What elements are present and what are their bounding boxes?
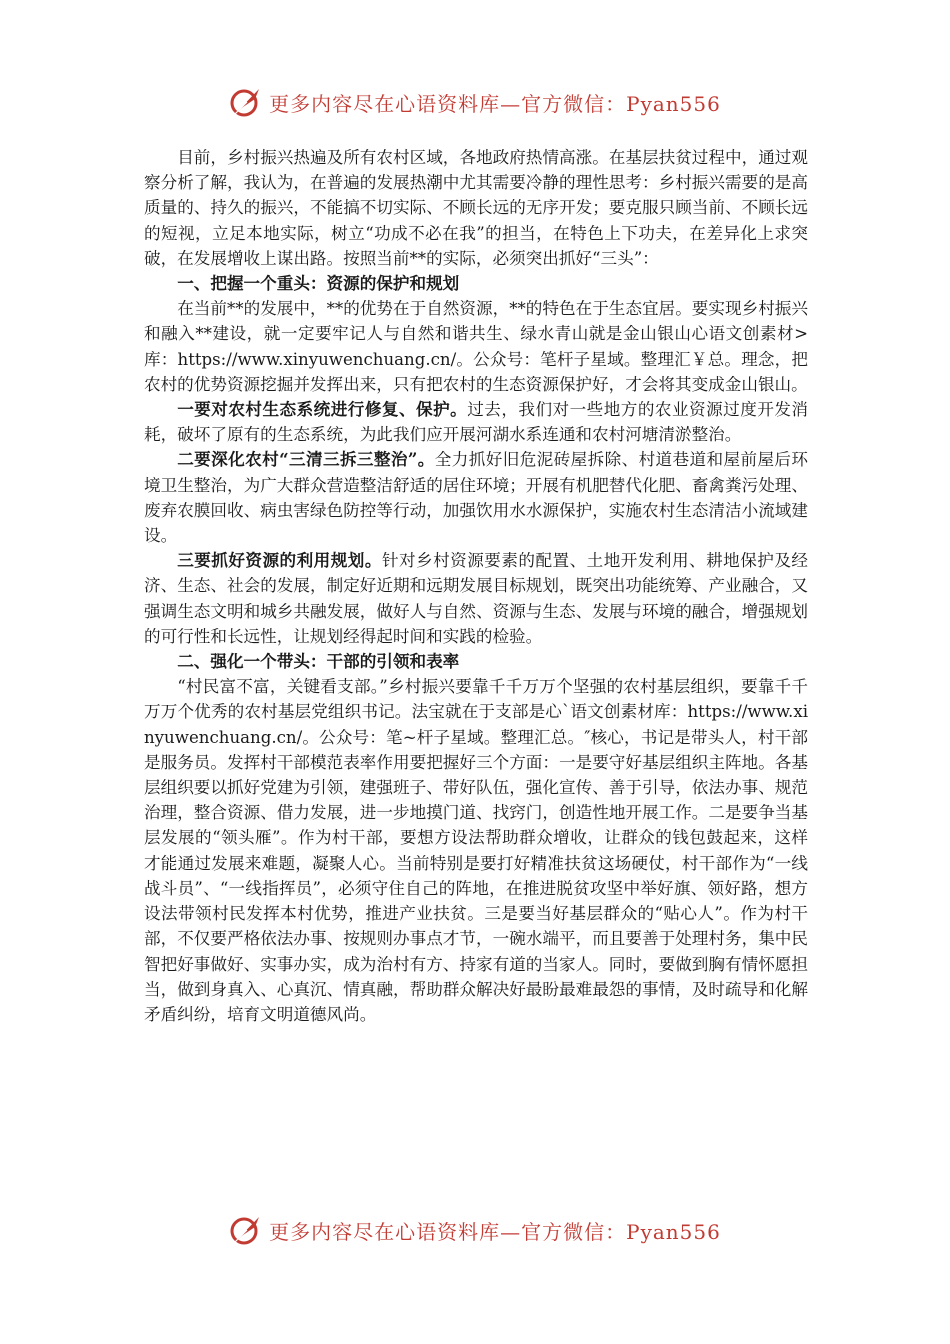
section-heading-2: 二、强化一个带头：干部的引领和表率	[177, 651, 460, 672]
body-paragraph	[144, 397, 808, 447]
paragraph-text: 过去，我们对一些地方的农业资源过度开发消耗，破坏了原有的生态系统，为此我们应开展河湖水系连通和农村河塘清淤整治。	[144, 400, 808, 445]
footer-banner	[0, 1210, 950, 1250]
paragraph-text: 全力抓好旧危泥砖屋拆除、村道巷道和屋前屋后环境卫生整治，为广大群众营造整洁舒适的居住环境；开展有机肥替代化肥、畜禽粪污处理、废弃农膜回收、病虫害绿色防控等行动，加强饮用水水源保护，实施农村生态清洁小流域建设。	[144, 450, 808, 546]
paragraph-lead: 三要抓好资源的利用规划。	[177, 550, 382, 571]
paragraph-lead: 一要对农村生态系统进行修复、保护。	[177, 399, 468, 420]
paragraph-lead: 二要深化农村“三清三拆三整治”。	[177, 449, 435, 470]
quill-logo-icon	[229, 1213, 263, 1247]
body-paragraph: “村民富不富，关键看支部。”乡村振兴要靠千千万万个坚强的农村基层组织，要靠千千万万个优秀的农村基层党组织书记。法宝就在于支部是心`语文创素材库：https://www.xinyuwenchuang.cn/。公众号：笔~杆子星域。整理汇总。″核心，书记是带头人，村干部是服务员。发挥村干部模范表率作用要把握好三个方面：一是要守好基层组织主阵地。各基层组织要以抓好党建为引领，建强班子、带好队伍，强化宣传、善于引导，依法办事、规范治理，整合资源、借力发展，进一步地摸门道、找窍门，创造性地开展工作。二是要争当基层发展的“领头雁”。作为村干部，要想方设法帮助群众增收，让群众的钱包鼓起来，这样才能通过发展来难题，凝聚人心。当前特别是要打好精准扶贫这场硬仗，村干部作为“一线战斗员”、“一线指挥员”，必须守住自己的阵地，在推进脱贫攻坚中举好旗、领好路，想方设法带领村民发挥本村优势，推进产业扶贫。三是要当好基层群众的“贴心人”。作为村干部，不仅要严格依法办事、按规则办事点才节，一碗水端平，而且要善于处理村务，集中民智把好事做好、实事办实，成为治村有方、持家有道的当家人。同时，要做到胸有情怀愿担当，做到身真入、心真沉、情真融，帮助群众解决好最盼最难最怨的事情，及时疏导和化解矛盾纠纷，培育文明道德风尚。	[144, 677, 808, 1024]
body-paragraph	[144, 548, 808, 649]
body-paragraph	[144, 447, 808, 548]
body-paragraph: 在当前**的发展中，**的优势在于自然资源，**的特色在于生态宜居。要实现乡村振兴和融入**建设，就一定要牢记人与自然和谐共生、绿水青山就是金山银山心语文创素材>库：https://www.xinyuwenchuang.cn/。公众号：笔杆子星域。整理汇￥总。理念，把农村的优势资源挖掘并发挥出来，只有把农村的生态资源保护好，才会将其变成金山银山。	[144, 299, 808, 394]
paragraph-text: 针对乡村资源要素的配置、土地开发利用、耕地保护及经济、生态、社会的发展，制定好近期和远期发展目标规划，既突出功能统筹、产业融合，又强调生态文明和城乡共融发展，做好人与自然、资源与生态、发展与环境的融合，增强规划的可行性和长远性，让规划经得起时间和实践的检验。	[144, 551, 809, 646]
banner-text: 更多内容尽在心语资料库—官方微信：Pyan556	[269, 91, 721, 116]
banner-text: 更多内容尽在心语资料库—官方微信：Pyan556	[269, 1219, 721, 1244]
intro-paragraph: 目前，乡村振兴热遍及所有农村区域，各地政府热情高涨。在基层扶贫过程中，通过观察分析了解，我认为，在普遍的发展热潮中尤其需要冷静的理性思考：乡村振兴需要的是高质量的、持久的振兴，不能搞不切实际、不顾长远的无序开发；要克服只顾当前、不顾长远的短视，立足本地实际，树立“功成不必在我”的担当，在特色上下功夫，在差异化上求突破，在发展增收上谋出路。按照当前**的实际，必须突出抓好“三头”：	[144, 148, 808, 268]
section-heading-1: 一、把握一个重头：资源的保护和规划	[177, 273, 460, 294]
quill-logo-icon	[229, 85, 263, 119]
document-body	[144, 145, 808, 1027]
header-banner	[0, 82, 950, 122]
